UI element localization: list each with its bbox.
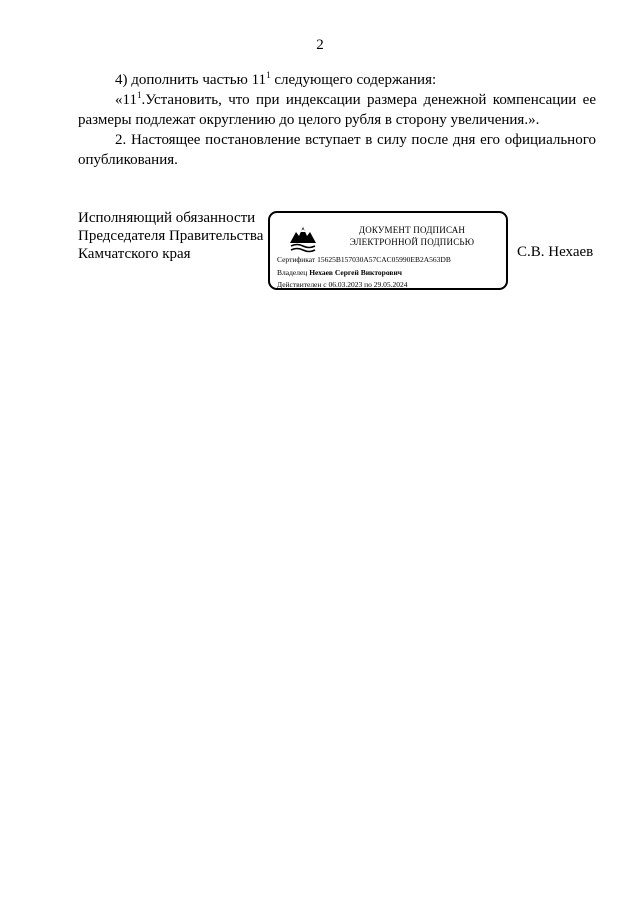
stamp-owner: Владелец Нехаев Сергей Викторович <box>277 267 403 277</box>
electronic-signature-stamp <box>268 211 508 290</box>
paragraph-effective-date: 2. Настоящее постановление вступает в силу после дня его официального опубликования. <box>78 132 596 168</box>
page-number: 2 <box>316 37 324 53</box>
document-body <box>78 70 596 170</box>
stamp-heading: ДОКУМЕНТ ПОДПИСАН ЭЛЕКТРОННОЙ ПОДПИСЬЮ <box>349 225 475 247</box>
signer-name: С.В. Нехаев <box>517 244 594 260</box>
stamp-certificate: Сертификат 15625B157030A57CAC05990EB2A563DB <box>277 255 451 264</box>
signer-title-line: Председателя Правительства <box>78 228 264 244</box>
signer-title-line: Камчатского края <box>78 246 191 262</box>
stamp-details <box>277 254 451 292</box>
paragraph-amendment-text: «$11^1.Установить$, что при индексации размера денежной компенсации ее размеры подлежат округлению до целого рубля в сторону увеличения.». <box>78 90 596 128</box>
kamchatka-emblem-icon <box>288 223 318 253</box>
stamp-validity: Действителен с 06.03.2023 по 29.05.2024 <box>277 280 408 289</box>
signer-title <box>78 209 263 263</box>
signer-title-line: Исполняющий обязанности <box>78 210 256 226</box>
paragraph-amendment-intro: 4) дополнить частью $11^1$ следующего содержания: <box>115 70 437 88</box>
